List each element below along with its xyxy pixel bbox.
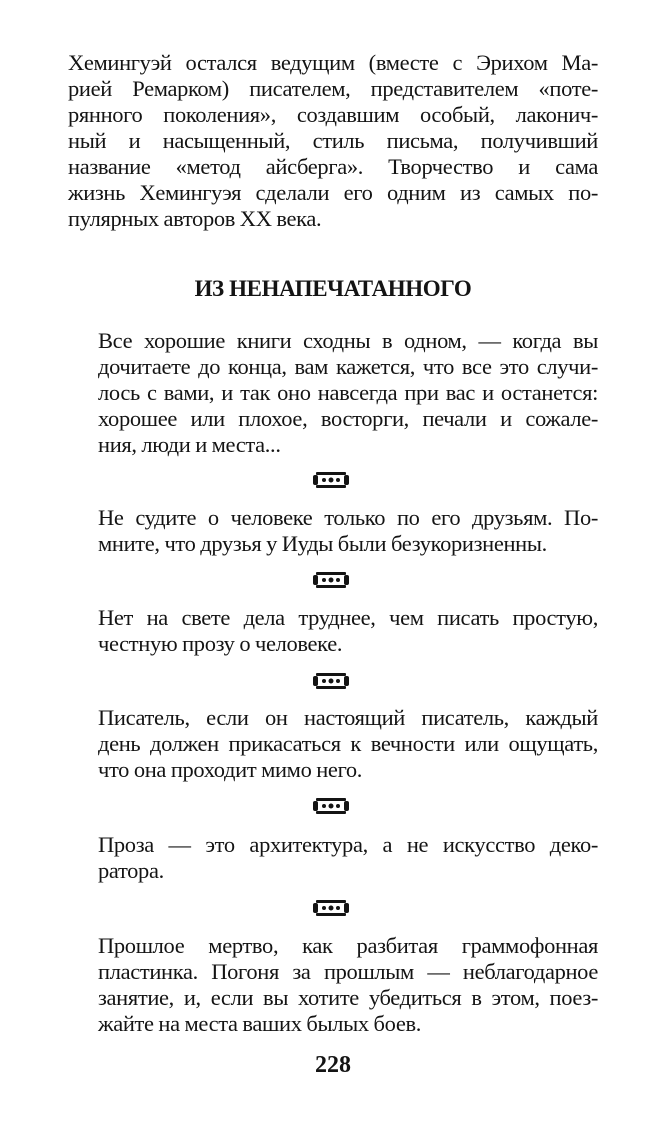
text-line: Не судите о человеке только по его друзьям. По- [98,505,598,530]
text-line: дочитаете до конца, вам кажется, что все это случи- [98,354,598,379]
quote-1 [98,328,598,458]
text-line: рией Ремарком) писателем, представителем «поте- [68,76,598,101]
quote-3 [98,605,598,657]
text-line: что она проходит мимо него. [98,757,363,782]
quote-6 [98,933,598,1037]
text-line: день должен прикасаться к вечности или ощущать, [98,731,598,756]
text-line: Все хорошие книги сходны в одном, — когда вы [98,328,598,353]
text-line: Хемингуэй остался ведущим (вместе с Эрихом Ма- [68,50,598,75]
section-title: ИЗ НЕНАПЕЧАТАННОГО [194,276,472,301]
text-line: честную прозу о человеке. [98,631,343,656]
fleuron-ornament-icon [312,670,350,692]
intro-paragraph [68,50,598,232]
text-line: мните, что друзья у Иуды были безукоризненны. [98,531,547,556]
quote-2 [98,505,598,557]
text-line: рянного поколения», создавшим особый, лаконич- [68,102,598,127]
text-line: лось с вами, и так оно навсегда при вас и останется: [98,380,598,405]
text-line: Нет на свете дела труднее, чем писать простую, [98,605,598,630]
text-line: ратора. [98,858,164,883]
text-line: пулярных авторов XX века. [68,206,322,231]
text-line: жайте на места ваших былых боев. [98,1011,422,1036]
page-number: 228 [315,1052,351,1078]
text-line: занятие, и, если вы хотите убедиться в этом, поез- [98,985,598,1010]
fleuron-ornament-icon [312,795,350,817]
fleuron-ornament-icon [312,569,350,591]
text-line: название «метод айсберга». Творчество и сама [68,154,598,179]
text-line: пластинка. Погоня за прошлым — неблагодарное [98,959,598,984]
text-line: жизнь Хемингуэя сделали его одним из самых по- [68,180,598,205]
text-line: хорошее или плохое, восторги, печали и сожале- [98,406,598,431]
text-line: Писатель, если он настоящий писатель, каждый [98,705,598,730]
quote-4 [98,705,598,783]
text-line: Прошлое мертво, как разбитая граммофонная [98,933,598,958]
text-line: ния, люди и места... [98,432,281,457]
book-page [68,50,598,1078]
fleuron-ornament-icon [312,469,350,491]
text-line: Проза — это архитектура, а не искусство деко- [98,832,598,857]
quote-5 [98,832,598,884]
text-line: ный и насыщенный, стиль письма, получивший [68,128,598,153]
fleuron-ornament-icon [312,897,350,919]
